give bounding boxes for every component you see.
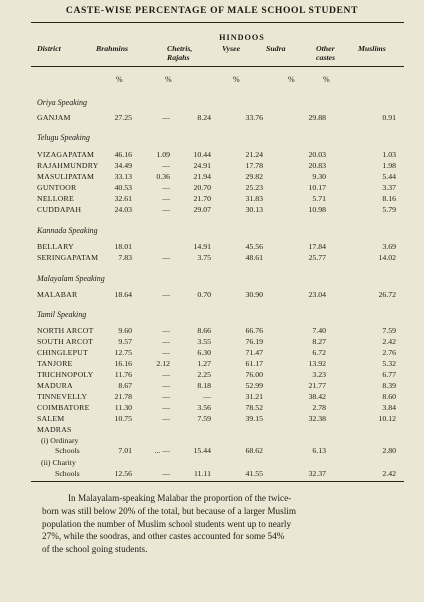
value-cell: 3.69 (382, 242, 396, 251)
value-cell: — (162, 370, 170, 379)
header-chetris: Chetris, Rajahs (167, 44, 193, 62)
value-cell: — (203, 392, 211, 401)
paragraph-line: In Malayalam-speaking Malabar the proportion of the twice- (68, 493, 292, 503)
district-cell: GANJAM (37, 113, 71, 122)
value-cell: 21.78 (114, 392, 132, 401)
top-rule (31, 22, 404, 23)
value-cell: ... — (154, 446, 170, 455)
value-cell: 34.49 (114, 161, 132, 170)
district-cell: COIMBATORE (37, 403, 90, 412)
district-cell: SOUTH ARCOT (37, 337, 94, 346)
value-cell: — (162, 392, 170, 401)
header-district: District (37, 44, 61, 53)
value-cell: 8.67 (118, 381, 132, 390)
district-cell: MADURA (37, 381, 73, 390)
value-cell: — (162, 253, 170, 262)
table-row (0, 113, 424, 124)
section-tamil: Tamil Speaking (37, 310, 87, 319)
value-cell: 29.07 (193, 205, 211, 214)
value-cell: 5.32 (382, 359, 396, 368)
value-cell: 0.70 (197, 290, 211, 299)
table-row (0, 326, 424, 337)
section-oriya: Oriya Speaking (37, 98, 87, 107)
value-cell: 3.56 (197, 403, 211, 412)
header-sudra: Sudra (266, 44, 286, 53)
district-cell: VIZAGAPATAM (37, 150, 95, 159)
value-cell: 14.91 (193, 242, 211, 251)
district-cell: BELLARY (37, 242, 74, 251)
value-cell: 8.18 (197, 381, 211, 390)
bottom-rule (31, 481, 404, 482)
value-cell: 3.23 (312, 370, 326, 379)
value-cell: 2.80 (382, 446, 396, 455)
value-cell: — (162, 194, 170, 203)
table-row (0, 337, 424, 348)
value-cell: 8.27 (312, 337, 326, 346)
value-cell: 1.27 (197, 359, 211, 368)
value-cell: 6.13 (312, 446, 326, 455)
body-paragraph (42, 492, 394, 556)
value-cell: 26.72 (378, 290, 396, 299)
value-cell: 8.39 (382, 381, 396, 390)
district-cell: SALEM (37, 414, 65, 423)
value-cell: — (162, 337, 170, 346)
value-cell: 17.78 (245, 161, 263, 170)
header-muslims: Muslims (358, 44, 386, 53)
value-cell: — (162, 205, 170, 214)
value-cell: 29.88 (308, 113, 326, 122)
value-cell: 30.13 (245, 205, 263, 214)
section-kannada: Kannada Speaking (37, 226, 98, 235)
table-row (0, 253, 424, 264)
table-row (0, 425, 424, 436)
value-cell: — (162, 348, 170, 357)
value-cell: 18.64 (114, 290, 132, 299)
value-cell: 13.92 (308, 359, 326, 368)
section-telugu: Telugu Speaking (37, 133, 90, 142)
value-cell: 29.82 (245, 172, 263, 181)
value-cell: 5.71 (312, 194, 326, 203)
value-cell: 10.75 (114, 414, 132, 423)
value-cell: 15.44 (193, 446, 211, 455)
value-cell: 10.17 (308, 183, 326, 192)
value-cell: 2.12 (156, 359, 170, 368)
district-cell: TINNEVELLY (37, 392, 88, 401)
percent-sign: % (288, 75, 295, 84)
value-cell: 5.79 (382, 205, 396, 214)
value-cell: 8.16 (382, 194, 396, 203)
value-cell: 1.09 (156, 150, 170, 159)
value-cell: 38.42 (308, 392, 326, 401)
district-cell: TRICHNOPOLY (37, 370, 94, 379)
district-cell: NELLORE (37, 194, 74, 203)
value-cell: 20.03 (308, 150, 326, 159)
district-cell: (i) Ordinary (41, 436, 79, 445)
district-cell: MADRAS (37, 425, 72, 434)
district-cell: GUNTOOR (37, 183, 77, 192)
value-cell: 20.70 (193, 183, 211, 192)
value-cell: 0.91 (382, 113, 396, 122)
value-cell: 21.24 (245, 150, 263, 159)
value-cell: 3.75 (197, 253, 211, 262)
value-cell: — (162, 469, 170, 478)
value-cell: 6.72 (312, 348, 326, 357)
district-cell: Schools (55, 469, 80, 478)
value-cell: 8.24 (197, 113, 211, 122)
value-cell: 7.59 (197, 414, 211, 423)
value-cell: 48.61 (245, 253, 263, 262)
value-cell: 8.66 (197, 326, 211, 335)
value-cell: 11.30 (114, 403, 132, 412)
value-cell: 27.25 (114, 113, 132, 122)
header-other-castes: Other castes (316, 44, 336, 62)
district-cell: CUDDAPAH (37, 205, 82, 214)
value-cell: 0.36 (156, 172, 170, 181)
value-cell: 7.59 (382, 326, 396, 335)
table-row (0, 290, 424, 301)
table-title: CASTE-WISE PERCENTAGE OF MALE SCHOOL STUDENT (65, 5, 359, 16)
percent-sign: % (165, 75, 172, 84)
value-cell: 17.84 (308, 242, 326, 251)
table-row (0, 392, 424, 403)
value-cell: — (162, 290, 170, 299)
value-cell: 41.55 (245, 469, 263, 478)
percent-sign: % (323, 75, 330, 84)
value-cell: 12.75 (114, 348, 132, 357)
value-cell: 2.25 (197, 370, 211, 379)
value-cell: 25.23 (245, 183, 263, 192)
value-cell: 21.77 (308, 381, 326, 390)
value-cell: — (162, 403, 170, 412)
value-cell: 45.56 (245, 242, 263, 251)
district-cell: Schools (55, 446, 80, 455)
value-cell: 33.13 (114, 172, 132, 181)
value-cell: — (162, 161, 170, 170)
paragraph-line: population the number of Muslim school students went up to nearly (42, 518, 292, 529)
value-cell: 11.11 (194, 469, 211, 478)
value-cell: 9.60 (118, 326, 132, 335)
table-row (0, 458, 424, 469)
value-cell: 10.12 (378, 414, 396, 423)
value-cell: 21.94 (193, 172, 211, 181)
value-cell: 71.47 (245, 348, 263, 357)
hindoos-group-header: HINDOOS (219, 33, 265, 42)
value-cell: 20.83 (308, 161, 326, 170)
table-row (0, 359, 424, 370)
value-cell: 7.83 (118, 253, 132, 262)
value-cell: 11.76 (114, 370, 132, 379)
district-cell: NORTH ARCOT (37, 326, 94, 335)
value-cell: 32.37 (308, 469, 326, 478)
table-row (0, 183, 424, 194)
value-cell: 76.19 (245, 337, 263, 346)
value-cell: 61.17 (245, 359, 263, 368)
table-row (0, 469, 424, 480)
value-cell: 32.38 (308, 414, 326, 423)
header-brahmins: Brahmins (96, 44, 129, 53)
value-cell: 6.30 (197, 348, 211, 357)
value-cell: — (162, 113, 170, 122)
value-cell: 18.01 (114, 242, 132, 251)
value-cell: 10.98 (308, 205, 326, 214)
value-cell: 31.21 (245, 392, 263, 401)
value-cell: 39.15 (245, 414, 263, 423)
value-cell: 1.98 (382, 161, 396, 170)
district-cell: RAJAHMUNDRY (37, 161, 99, 170)
value-cell: 7.40 (312, 326, 326, 335)
value-cell: 30.90 (245, 290, 263, 299)
table-row (0, 446, 424, 457)
value-cell: 32.61 (114, 194, 132, 203)
value-cell: 2.42 (382, 469, 396, 478)
value-cell: — (162, 414, 170, 423)
value-cell: 31.83 (245, 194, 263, 203)
percent-sign: % (233, 75, 240, 84)
value-cell: 3.37 (382, 183, 396, 192)
section-malayalam: Malayalam Speaking (37, 274, 105, 283)
district-cell: TANJORE (37, 359, 73, 368)
value-cell: 78.52 (245, 403, 263, 412)
paragraph-line: born was still below 20% of the total, but because of a larger Muslim (42, 505, 296, 516)
value-cell: 33.76 (245, 113, 263, 122)
value-cell: 12.56 (114, 469, 132, 478)
value-cell: 23.04 (308, 290, 326, 299)
value-cell: — (162, 326, 170, 335)
value-cell: 8.60 (382, 392, 396, 401)
header-rule (31, 66, 404, 67)
value-cell: 5.44 (382, 172, 396, 181)
table-row (0, 194, 424, 205)
table-row (0, 205, 424, 216)
value-cell: 3.84 (382, 403, 396, 412)
value-cell: 3.55 (197, 337, 211, 346)
value-cell: 2.76 (382, 348, 396, 357)
district-cell: SERINGAPATAM (37, 253, 99, 262)
value-cell: 2.42 (382, 337, 396, 346)
value-cell: 24.91 (193, 161, 211, 170)
value-cell: 9.57 (118, 337, 132, 346)
value-cell: 14.02 (378, 253, 396, 262)
value-cell: 66.76 (245, 326, 263, 335)
value-cell: — (162, 381, 170, 390)
district-cell: MASULIPATAM (37, 172, 95, 181)
paragraph-line: 27%, while the soodras, and other castes accounted for some 54% (42, 531, 285, 542)
district-cell: CHINGLEPUT (37, 348, 88, 357)
value-cell: 40.53 (114, 183, 132, 192)
table-row (0, 381, 424, 392)
value-cell: 16.16 (114, 359, 132, 368)
value-cell: 10.44 (193, 150, 211, 159)
value-cell: 68.62 (245, 446, 263, 455)
table-row (0, 172, 424, 183)
percent-sign: % (116, 75, 123, 84)
table-row (0, 414, 424, 425)
value-cell: 6.77 (382, 370, 396, 379)
table-row (0, 348, 424, 359)
table-row (0, 150, 424, 161)
value-cell: 52.99 (245, 381, 263, 390)
district-cell: (ii) Charity (41, 458, 76, 467)
value-cell: 7.01 (118, 446, 132, 455)
table-row (0, 403, 424, 414)
value-cell: 1.03 (382, 150, 396, 159)
value-cell: 24.03 (114, 205, 132, 214)
value-cell: — (162, 183, 170, 192)
district-cell: MALABAR (37, 290, 78, 299)
value-cell: 25.77 (308, 253, 326, 262)
table-row (0, 161, 424, 172)
value-cell: 9.30 (312, 172, 326, 181)
value-cell: 46.16 (114, 150, 132, 159)
value-cell: 21.70 (193, 194, 211, 203)
paragraph-line: of the school going students. (42, 544, 148, 555)
header-vysee: Vysee (222, 44, 241, 53)
value-cell: 2.78 (312, 403, 326, 412)
table-row (0, 242, 424, 253)
table-row (0, 370, 424, 381)
value-cell: 76.00 (245, 370, 263, 379)
